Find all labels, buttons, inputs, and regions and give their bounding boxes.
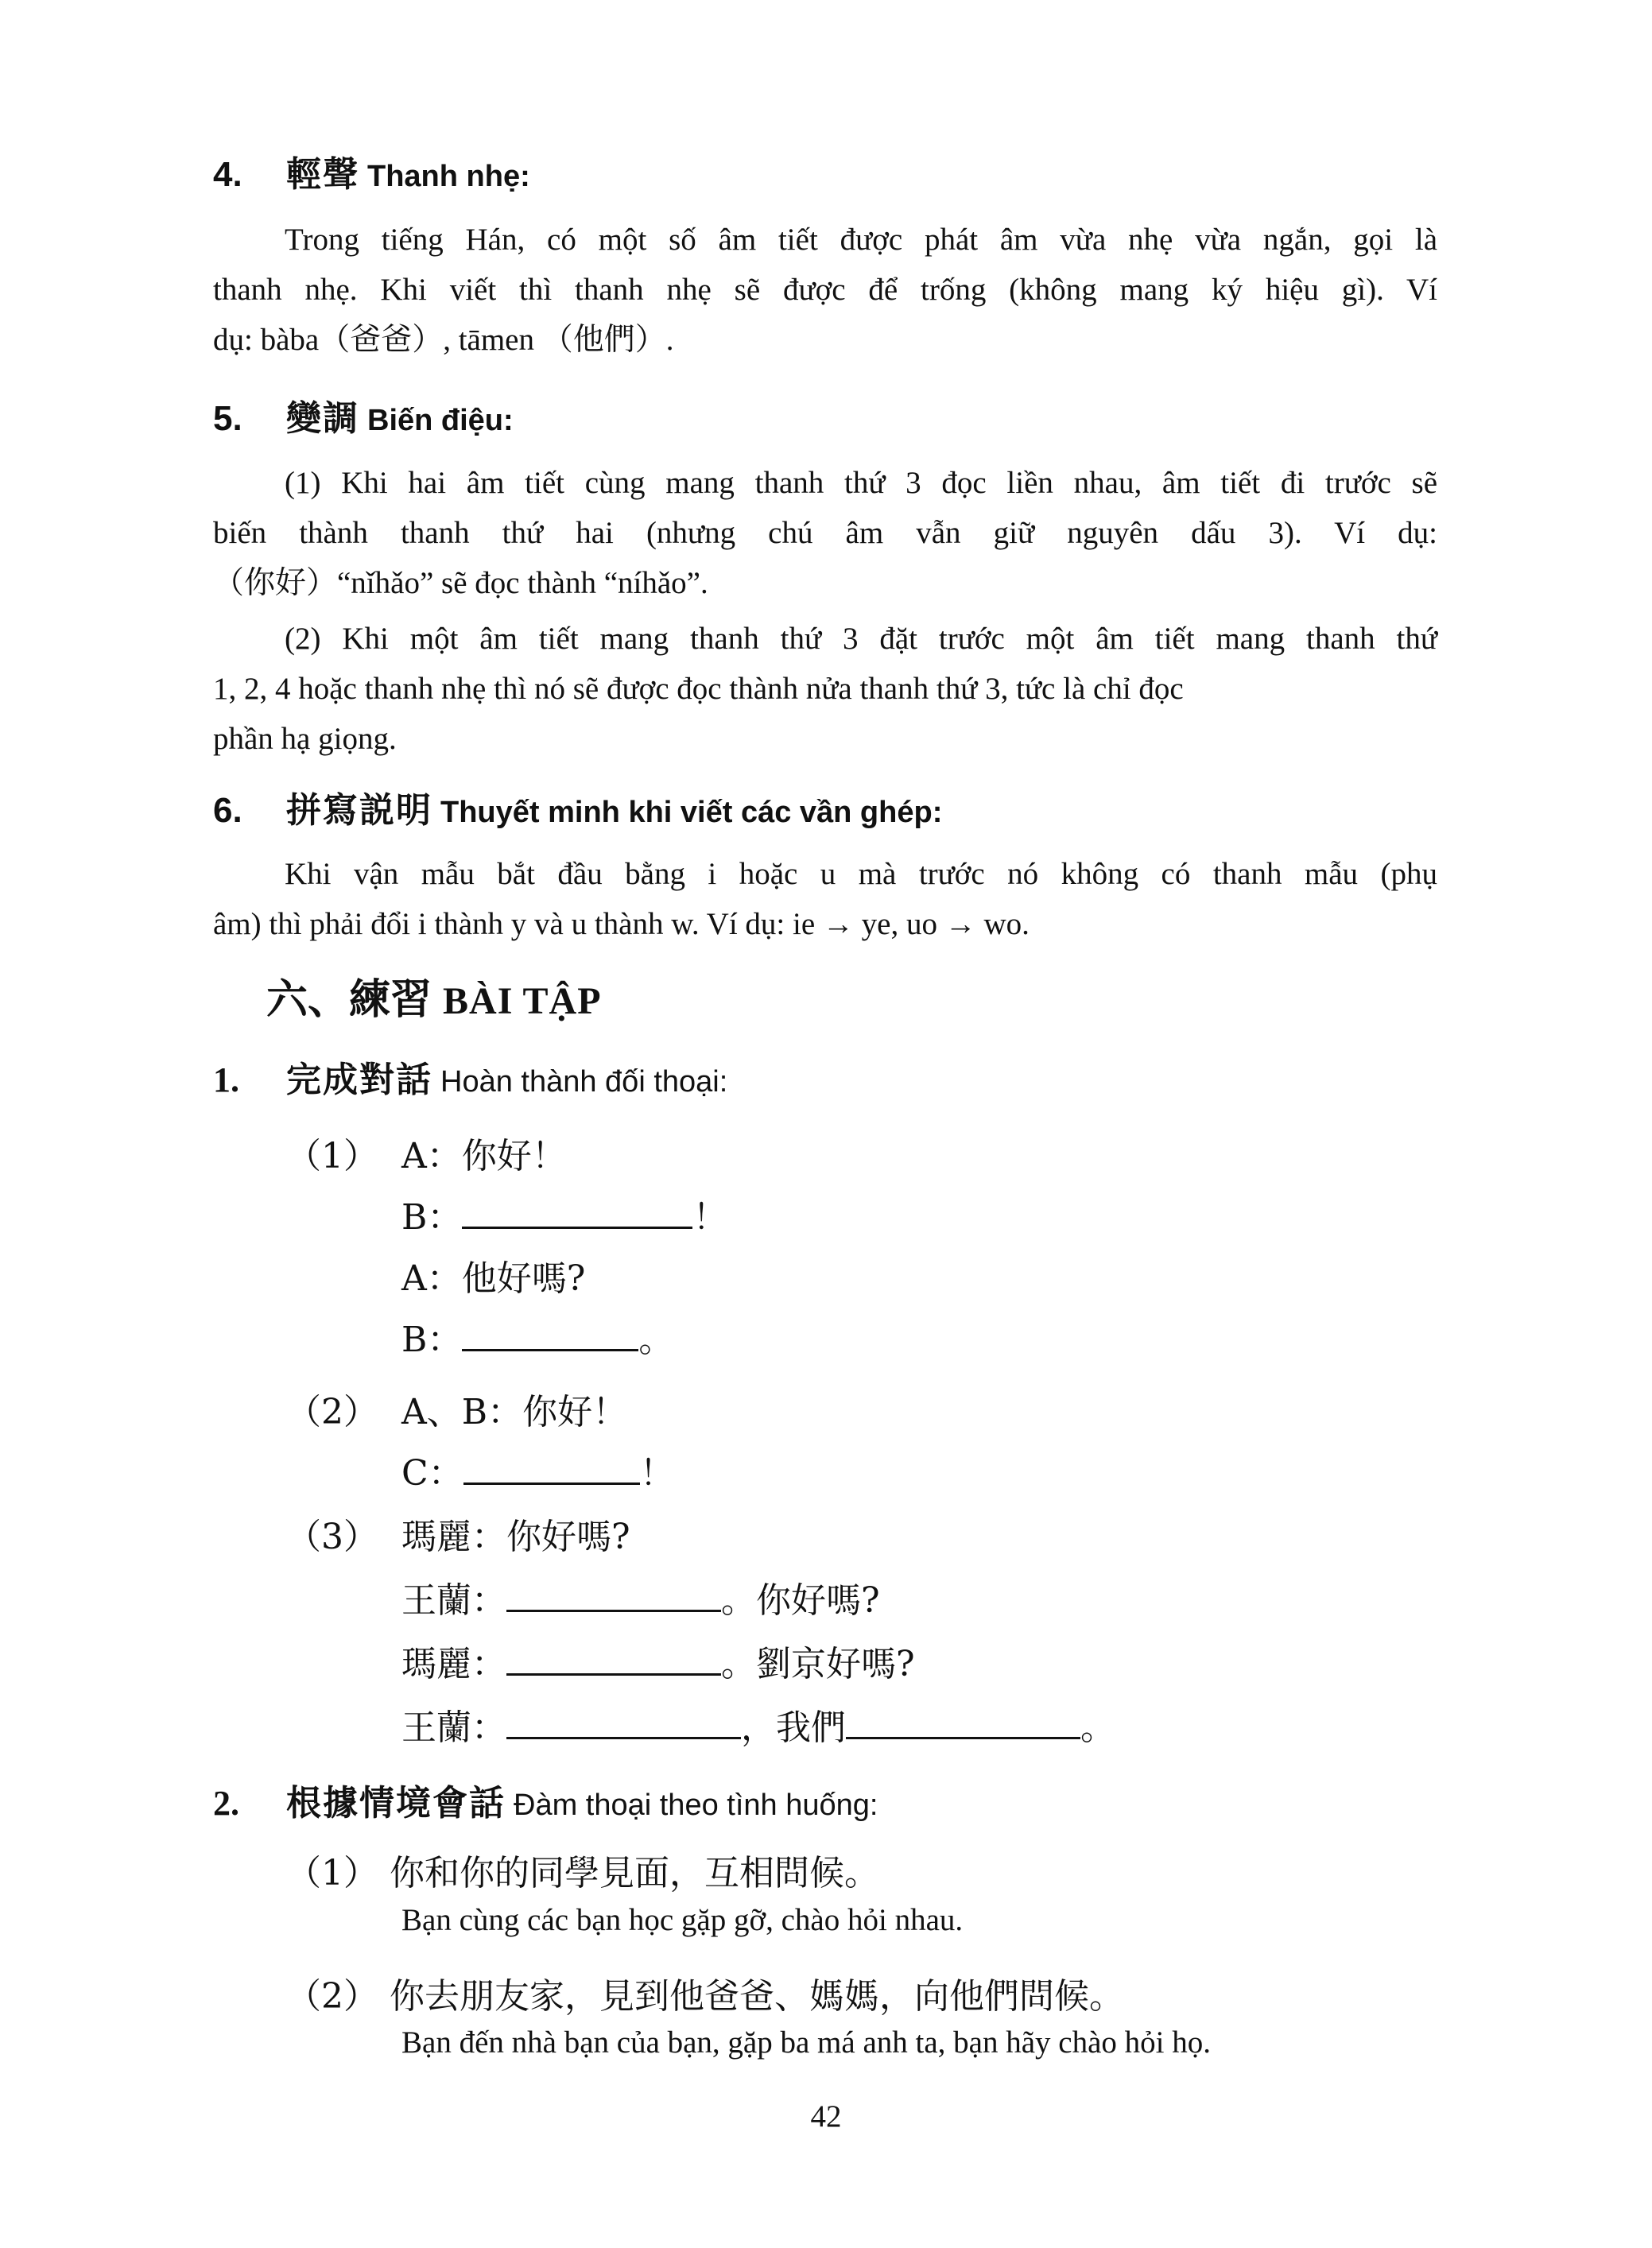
speaker-label: B： xyxy=(401,1197,463,1238)
exercise-heading-zh: 六、練習 xyxy=(266,975,432,1024)
section-5-paragraph-2 xyxy=(213,614,1437,764)
text-line: phần hạ giọng. xyxy=(213,722,397,756)
exercise-title-vi: Đàm thoại theo tình huống: xyxy=(514,1789,878,1822)
text-line: âm) thì phải đổi i thành y và u thành w. Ví dụ: ie → ye, uo → wo. xyxy=(213,907,1030,941)
text-line: Khi vận mẫu bắt đầu bằng i hoặc u mà trước nó không có thanh mẫu (phụ xyxy=(285,857,1437,891)
section-title-vi: Biến điệu: xyxy=(367,404,514,437)
answer-blank[interactable] xyxy=(506,1705,741,1739)
answer-blank[interactable] xyxy=(462,1195,692,1229)
dialogue-line: 瑪麗：你好嗎? xyxy=(401,1517,630,1557)
situation-vi: Bạn cùng các bạn học gặp gỡ, chào hỏi nhau. xyxy=(401,1903,964,1937)
dialogue-line xyxy=(401,1311,673,1362)
exercise-heading xyxy=(266,966,602,1025)
exercise-title-vi: Hoàn thành đối thoại: xyxy=(440,1065,728,1099)
speaker-label: 王蘭： xyxy=(401,1580,506,1621)
speaker-label: B： xyxy=(401,1320,463,1360)
section-title-vi: Thanh nhẹ: xyxy=(367,160,530,193)
item-label: （2） xyxy=(286,1392,378,1432)
section-title-zh: 變調 xyxy=(286,398,359,439)
situation-vi: Bạn đến nhà bạn của bạn, gặp ba má anh ta, bạn hãy chào hỏi họ. xyxy=(401,2025,1211,2060)
dialogue-line xyxy=(401,1699,1115,1750)
speaker-label: 王蘭： xyxy=(401,1707,506,1748)
section-title-vi: Thuyết minh khi viết các vần ghép: xyxy=(440,796,943,829)
text-line: dụ: bàba（爸爸）, tāmen （他們）. xyxy=(213,323,674,357)
text-line: biến thành thanh thứ hai (nhưng chú âm vẫn giữ nguyên dấu 3). Ví dụ: xyxy=(213,516,1437,550)
item-label: （1） xyxy=(286,1136,378,1176)
answer-blank[interactable] xyxy=(506,1641,721,1676)
text-line: (1) Khi hai âm tiết cùng mang thanh thứ 3 đọc liền nhau, âm tiết đi trước sẽ xyxy=(285,466,1437,500)
section-title-zh: 拼寫説明 xyxy=(286,790,432,831)
section-number: 6. xyxy=(213,791,242,830)
situation-zh: 你去朋友家，見到他爸爸、媽媽，向他們問候。 xyxy=(390,1976,1124,2017)
exercise-2-heading xyxy=(213,1774,878,1825)
section-5-heading xyxy=(213,390,514,440)
section-4-heading xyxy=(213,145,530,196)
dialogue-punct: ！ xyxy=(692,1197,728,1238)
exercise-heading-vi: BÀI TẬP xyxy=(443,980,602,1022)
text-line: 1, 2, 4 hoặc thanh nhẹ thì nó sẽ được đọc thành nửa thanh thứ 3, tức là chỉ đọc xyxy=(213,672,1184,706)
answer-blank[interactable] xyxy=(462,1317,638,1351)
item-label: （1） xyxy=(286,1853,378,1893)
dialogue-line xyxy=(401,1572,880,1622)
dialogue-text: 。劉京好嗎? xyxy=(721,1644,915,1684)
answer-blank[interactable] xyxy=(846,1705,1080,1739)
exercise-number: 1. xyxy=(213,1060,239,1099)
speaker-label: C： xyxy=(401,1453,463,1494)
section-number: 4. xyxy=(213,155,242,194)
speaker-label: 瑪麗： xyxy=(401,1644,506,1684)
answer-blank[interactable] xyxy=(506,1578,721,1612)
text-line: （你好）“nǐhǎo” sẽ đọc thành “níhǎo”. xyxy=(213,566,708,600)
section-5-paragraph-1 xyxy=(213,458,1437,608)
dialogue-line xyxy=(401,1188,727,1239)
text-line: thanh nhẹ. Khi viết thì thanh nhẹ sẽ được để trống (không mang ký hiệu gì). Ví xyxy=(213,273,1437,307)
dialogue-punct: ！ xyxy=(639,1453,675,1494)
situation-zh: 你和你的同學見面，互相問候。 xyxy=(390,1853,879,1893)
text-line: (2) Khi một âm tiết mang thanh thứ 3 đặt trước một âm tiết mang thanh thứ xyxy=(285,622,1437,656)
dialogue-punct: 。 xyxy=(1080,1707,1115,1748)
dialogue-text: 。你好嗎? xyxy=(721,1580,880,1621)
exercise-number: 2. xyxy=(213,1784,239,1823)
page-number: 42 xyxy=(810,2099,842,2134)
exercise-title-zh: 根據情境會話 xyxy=(286,1783,506,1824)
section-number: 5. xyxy=(213,399,242,438)
item-label: （2） xyxy=(286,1976,378,2017)
dialogue-line xyxy=(401,1635,915,1686)
section-title-zh: 輕聲 xyxy=(286,154,359,195)
answer-blank[interactable] xyxy=(463,1451,640,1485)
dialogue-text: ，我們 xyxy=(741,1707,846,1748)
text-line: Trong tiếng Hán, có một số âm tiết được phát âm vừa nhẹ vừa ngắn, gọi là xyxy=(285,223,1437,257)
exercise-1-heading xyxy=(213,1051,727,1102)
dialogue-line: A：他好嗎? xyxy=(401,1258,586,1299)
item-label: （3） xyxy=(286,1517,378,1557)
dialogue-line: A：你好！ xyxy=(401,1136,567,1176)
dialogue-line: A、B：你好！ xyxy=(401,1392,628,1432)
dialogue-punct: 。 xyxy=(638,1320,674,1360)
section-6-paragraph xyxy=(213,849,1437,949)
section-4-paragraph xyxy=(213,215,1437,365)
exercise-title-zh: 完成對話 xyxy=(286,1060,432,1100)
dialogue-line xyxy=(401,1444,675,1495)
section-6-heading xyxy=(213,781,942,832)
